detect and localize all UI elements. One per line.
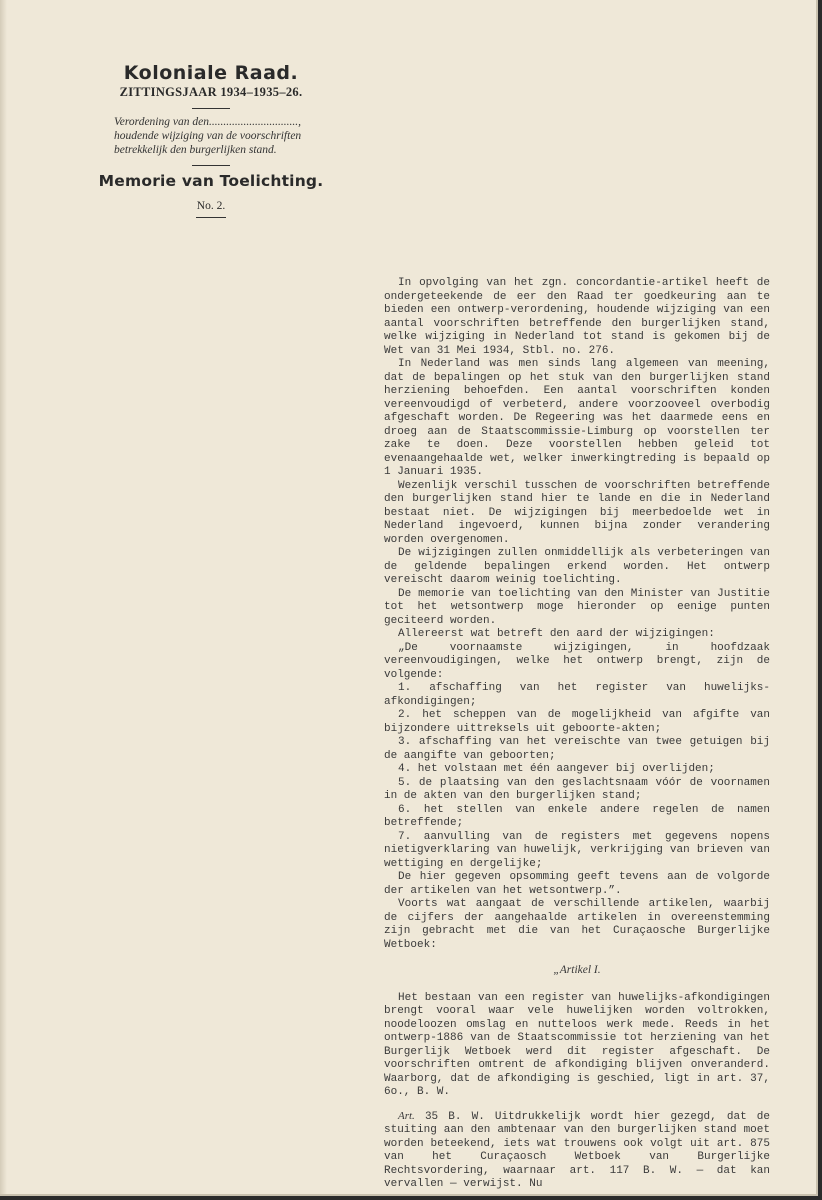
list-item: 2. het scheppen van de mogelijkheid van afgifte van bijzondere uittreksels uit geboorte-akten; <box>384 709 770 735</box>
subject-line-1: Verordening van den..............................., <box>114 116 301 128</box>
article-label: Art. <box>398 1109 415 1122</box>
paragraph: De hier gegeven opsomming geeft tevens aan de volgorde der artikelen van het wetsontwerp.”. <box>384 871 770 897</box>
article-paragraph: Het bestaan van een register van huwelijks-afkondigingen brengt vooral waar vele huwelijken worden voltrokken, noodeloozen omslag en nutteloos werk mede. Reeds in het ontwerp-1886 van de Staatscommissie tot herziening van het Burgerlijk Wetboek werd dit register afgeschaft. De voorschriften omtrent de afkondiging blijven onveranderd. Waarborg, dat de afkondiging is geschied, ligt in art. 37, 6o., B. W. <box>384 991 770 1098</box>
paragraph: De wijzigingen zullen onmiddellijk als verbeteringen van de geldende bepalingen erkend worden. Het ontwerp vereischt daarom weinig toelichting. <box>384 547 770 586</box>
document-header <box>80 62 342 224</box>
document-title: Memorie van Toelichting. <box>98 172 324 190</box>
subject-line-2: houdende wijziging van de voorschriften <box>114 130 302 142</box>
list-item: 1. afschaffing van het register van huwelijks-afkondigingen; <box>384 682 770 708</box>
council-name: Koloniale Raad. <box>123 62 299 84</box>
subject-line-3: betrekkelijk den burgerlijken stand. <box>114 144 277 156</box>
paragraph: Allereerst wat betreft den aard der wijzigingen: <box>398 628 715 640</box>
paragraph: Wezenlijk verschil tusschen de voorschriften betreffende den burgerlijken stand hier te lande en die in Nederland bestaat niet. De wijzigingen bij meerbedoelde wet in Nederland ingevoerd, kunnen bijna zonder verandering worden overgenomen. <box>384 479 770 546</box>
paragraph: De memorie van toelichting van den Minister van Justitie tot het wetsontwerp moge hieronder op eenige punten geciteerd worden. <box>384 587 770 627</box>
body-text <box>384 277 770 1192</box>
divider <box>192 108 230 109</box>
paragraph: In Nederland was men sinds lang algemeen van meening, dat de bepalingen op het stuk van den burgerlijken stand herziening behoefden. Een aantal voorschriften konden vereenvoudigd of verbeterd, andere voorzooveel overbodig afgeschaft worden. De Regeering was het daarmede eens en droeg aan de Staatscommissie-Limburg op voorstellen ter zake te doen. Deze voorstellen hebben geleid tot evenaangehaalde wet, welker inwerkingtreding is bepaald op 1 Januari 1935. <box>384 358 770 478</box>
paragraph: Voorts wat aangaat de verschillende artikelen, waarbij de cijfers der aangehaalde artikelen in overeenstemming zijn gebracht met die van het Curaçaosche Burgerlijke Wetboek: <box>384 898 770 951</box>
session-year: ZITTINGSJAAR 1934–1935–26. <box>119 85 303 99</box>
binding-edge <box>0 0 7 1194</box>
article-heading: „Artikel I. <box>553 964 601 976</box>
list-item: 4. het volstaan met één aangever bij overlijden; <box>398 763 715 775</box>
list-item: 7. aanvulling van de registers met gegevens nopens nietigverklaring van huwelijk, verkrijging van brieven van wettiging en dergelijke; <box>384 830 770 870</box>
list-item: 5. de plaatsing van den geslachtsnaam vóór de voornamen in de akten van den burgerlijken stand; <box>384 776 770 802</box>
paragraph <box>384 1110 770 1192</box>
paragraph: In opvolging van het zgn. concordantie-artikel heeft de ondergeteekende de eer den Raad ter goedkeuring aan te bieden een ontwerp-verordening, houdende wijziging van een aantal voorschriften betreffende den burgerlijken stand, welke wijziging in Nederland tot stand is gekomen bij de Wet van 31 Mei 1934, Stbl. no. 276. <box>384 277 770 357</box>
divider <box>192 165 230 166</box>
document-number: No. 2. <box>196 200 226 212</box>
divider <box>196 217 226 218</box>
paragraph: „De voornaamste wijzigingen, in hoofdzaak vereenvoudigingen, welke het ontwerp brengt, zijn de volgende: <box>384 641 770 681</box>
list-item: 6. het stellen van enkele andere regelen de namen betreffende; <box>384 803 770 829</box>
list-item: 3. afschaffing van het vereischte van twee getuigen bij de aangifte van geboorten; <box>384 736 770 762</box>
paragraph-text: 35 B. W. Uitdrukkelijk wordt hier gezegd, dat de stuiting aan den ambtenaar van den burgerlijken stand moet worden beteekend, iets wat trouwens ook volgt uit art. 875 van het Curaçaosch Wetboek van Burgerlijke Rechtsvordering, waarnaar art. 117 B. W. — dat kan vervallen — verwijst. Nu <box>384 1110 770 1190</box>
